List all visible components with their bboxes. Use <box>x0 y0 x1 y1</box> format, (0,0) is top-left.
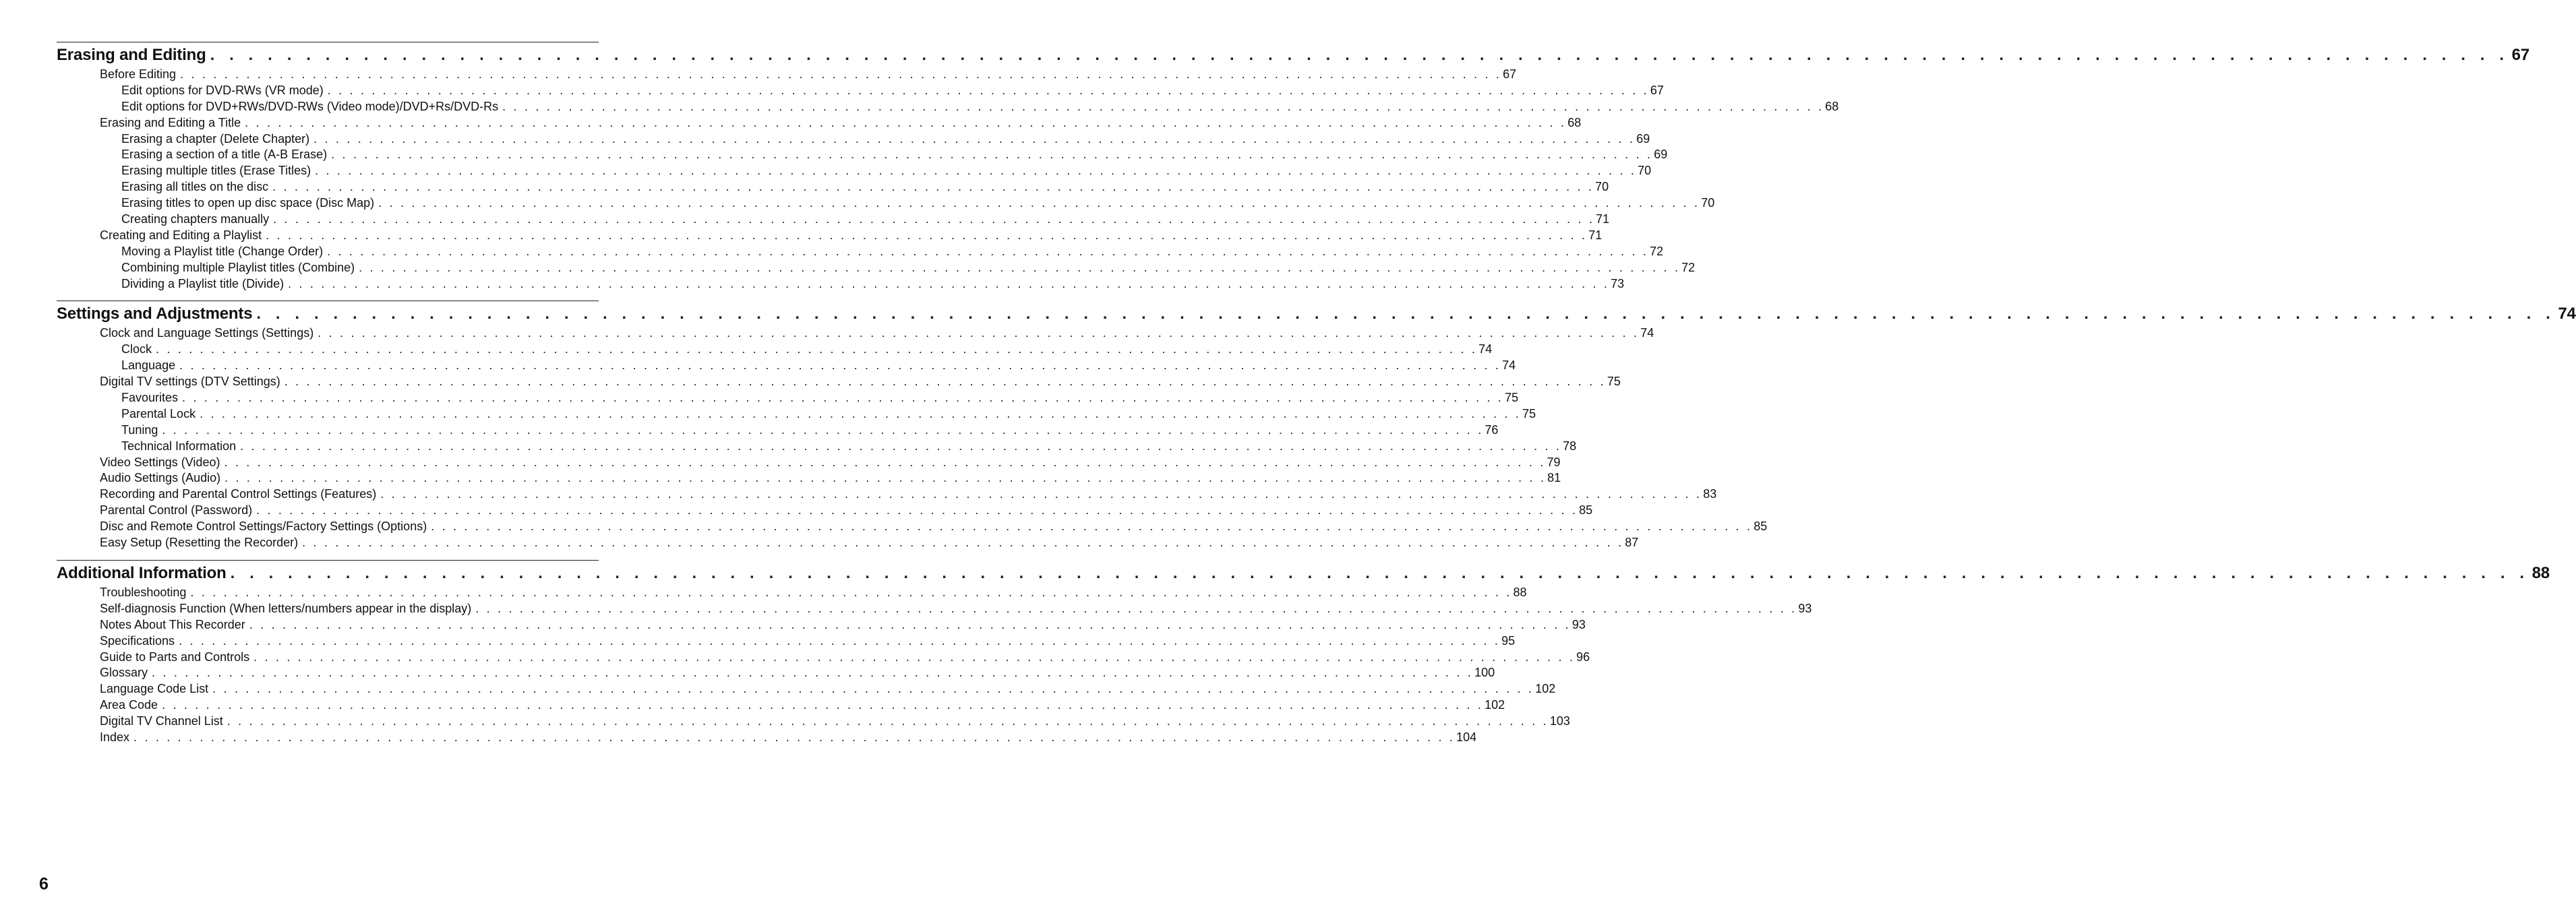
entry-page-number: 70 <box>1638 164 1652 178</box>
dot-leader: . . . . . . . . . . . . . . . . . . . . . . . . . . . . . . . . . . . . . . . . . . . . . . . . . . . . . . . . . . . . . . . . . . . . . . . . . . . . . . . . . . . . . . . . . . . . . . . . . . . . . . . . . . . . . . . . . . . . . . . . <box>230 563 2529 582</box>
section-page-number: 88 <box>2532 563 2550 582</box>
toc-entry[interactable] <box>57 503 1593 519</box>
entry-page-number: 74 <box>1478 342 1493 356</box>
toc-entry[interactable] <box>57 163 1652 179</box>
toc-entry[interactable] <box>57 730 1477 746</box>
entry-page-number: 95 <box>1501 633 1516 648</box>
entry-title: Creating chapters manually <box>121 212 270 226</box>
dot-leader: . . . . . . . . . . . . . . . . . . . . . . . . . . . . . . . . . . . . . . . . . . . . . . . . . . . . . . . . . . . . . . . . . . . . . . . . . . . . . . . . . . . . . . . . . . . . . . . . . . . . . . . . . . . . . . . . . . . . . . . . <box>156 342 1478 356</box>
toc-entry[interactable] <box>57 439 1577 455</box>
entry-page-number: 76 <box>1485 422 1499 437</box>
entry-title: Troubleshooting <box>100 585 187 599</box>
entry-page-number: 69 <box>1654 148 1668 162</box>
section-page-number: 74 <box>2558 305 2576 323</box>
dot-leader: . . . . . . . . . . . . . . . . . . . . . . . . . . . . . . . . . . . . . . . . . . . . . . . . . . . . . . . . . . . . . . . . . . . . . . . . . . . . . . . . . . . . . . . . . . . . . . . . . . . . . . . . . . . . . . . . . . . . . . . . <box>256 503 1578 517</box>
entry-page-number: 102 <box>1535 682 1556 696</box>
entry-page-number: 68 <box>1825 99 1839 113</box>
entry-title: Combining multiple Playlist titles (Combine) <box>121 260 355 274</box>
entry-title: Language <box>121 358 176 373</box>
toc-entry[interactable] <box>57 455 1561 471</box>
toc-entry[interactable] <box>57 67 1517 83</box>
entry-title: Recording and Parental Control Settings (Features) <box>100 487 377 501</box>
entry-page-number: 69 <box>1636 131 1650 146</box>
entry-page-number: 87 <box>1625 536 1639 550</box>
entry-title: Erasing and Editing a Title <box>100 115 241 129</box>
toc-entry[interactable] <box>57 681 1556 697</box>
entry-page-number: 104 <box>1456 730 1477 744</box>
toc-entry[interactable] <box>57 244 1664 260</box>
dot-leader: . . . . . . . . . . . . . . . . . . . . . . . . . . . . . . . . . . . . . . . . . . . . . . . . . . . . . . . . . . . . . . . . . . . . . . . . . . . . . . . . . . . . . . . . . . . . . . . . . . . . . . . . . . . . . . . . . . . . . . . . <box>210 46 2509 64</box>
toc-entry[interactable] <box>57 115 1582 131</box>
entry-title: Before Editing <box>100 67 177 81</box>
dot-leader: . . . . . . . . . . . . . . . . . . . . . . . . . . . . . . . . . . . . . . . . . . . . . . . . . . . . . . . . . . . . . . . . . . . . . . . . . . . . . . . . . . . . . . . . . . . . . . . . . . . . . . . . . . . . . . . . . . . . . . . . <box>331 148 1653 162</box>
dot-leader: . . . . . . . . . . . . . . . . . . . . . . . . . . . . . . . . . . . . . . . . . . . . . . . . . . . . . . . . . . . . . . . . . . . . . . . . . . . . . . . . . . . . . . . . . . . . . . . . . . . . . . . . . . . . . . . . . . . . . . . . <box>133 730 1456 744</box>
entry-page-number: 71 <box>1596 212 1610 226</box>
toc-entry[interactable] <box>57 650 1590 666</box>
toc-entry[interactable] <box>57 697 1505 714</box>
entry-page-number: 67 <box>1650 83 1664 97</box>
entry-title: Guide to Parts and Controls <box>100 650 250 664</box>
dot-leader: . . . . . . . . . . . . . . . . . . . . . . . . . . . . . . . . . . . . . . . . . . . . . . . . . . . . . . . . . . . . . . . . . . . . . . . . . . . . . . . . . . . . . . . . . . . . . . . . . . . . . . . . . . . . . . . . . . . . . . . . <box>224 455 1546 469</box>
toc-entry[interactable] <box>57 633 1516 650</box>
dot-leader: . . . . . . . . . . . . . . . . . . . . . . . . . . . . . . . . . . . . . . . . . . . . . . . . . . . . . . . . . . . . . . . . . . . . . . . . . . . . . . . . . . . . . . . . . . . . . . . . . . . . . . . . . . . . . . . . . . . . . . . . <box>249 617 1571 631</box>
entry-title: Erasing all titles on the disc <box>121 180 269 194</box>
entry-page-number: 93 <box>1798 601 1812 615</box>
toc-entry[interactable] <box>57 83 1664 99</box>
entry-title: Digital TV Channel List <box>100 714 223 728</box>
entry-title: Video Settings (Video) <box>100 455 220 469</box>
entry-title: Audio Settings (Audio) <box>100 471 221 485</box>
dot-leader: . . . . . . . . . . . . . . . . . . . . . . . . . . . . . . . . . . . . . . . . . . . . . . . . . . . . . . . . . . . . . . . . . . . . . . . . . . . . . . . . . . . . . . . . . . . . . . . . . . . . . . . . . . . . . . . . . . . . . . . . <box>179 633 1501 648</box>
toc-section <box>57 42 2529 292</box>
entry-title: Erasing multiple titles (Erase Titles) <box>121 164 311 178</box>
toc-entry[interactable] <box>57 212 1610 228</box>
entry-page-number: 68 <box>1567 115 1582 129</box>
dot-leader: . . . . . . . . . . . . . . . . . . . . . . . . . . . . . . . . . . . . . . . . . . . . . . . . . . . . . . . . . . . . . . . . . . . . . . . . . . . . . . . . . . . . . . . . . . . . . . . . . . . . . . . . . . . . . . . . . . . . . . . . <box>327 83 1649 97</box>
section-title: Erasing and Editing <box>57 46 206 64</box>
dot-leader: . . . . . . . . . . . . . . . . . . . . . . . . . . . . . . . . . . . . . . . . . . . . . . . . . . . . . . . . . . . . . . . . . . . . . . . . . . . . . . . . . . . . . . . . . . . . . . . . . . . . . . . . . . . . . . . . . . . . . . . . <box>431 520 1753 534</box>
entry-page-number: 70 <box>1701 196 1715 210</box>
toc-entry[interactable] <box>57 325 1654 342</box>
entry-page-number: 85 <box>1579 503 1593 517</box>
dot-leader: . . . . . . . . . . . . . . . . . . . . . . . . . . . . . . . . . . . . . . . . . . . . . . . . . . . . . . . . . . . . . . . . . . . . . . . . . . . . . . . . . . . . . . . . . . . . . . . . . . . . . . . . . . . . . . . . . . . . . . . . <box>272 180 1594 194</box>
entry-title: Edit options for DVD+RWs/DVD-RWs (Video mode)/DVD+Rs/DVD-Rs <box>121 99 499 113</box>
toc-section <box>57 560 2550 746</box>
dot-leader: . . . . . . . . . . . . . . . . . . . . . . . . . . . . . . . . . . . . . . . . . . . . . . . . . . . . . . . . . . . . . . . . . . . . . . . . . . . . . . . . . . . . . . . . . . . . . . . . . . . . . . . . . . . . . . . . . . . . . . . . <box>284 375 1606 389</box>
entry-title: Specifications <box>100 633 175 648</box>
toc-section <box>57 301 2576 551</box>
entry-title: Self-diagnosis Function (When letters/numbers appear in the display) <box>100 601 472 615</box>
entry-page-number: 88 <box>1513 585 1527 599</box>
entry-title: Creating and Editing a Playlist <box>100 228 262 242</box>
toc-entry[interactable] <box>57 665 1495 681</box>
toc-entry[interactable] <box>57 406 1536 422</box>
toc-entry[interactable] <box>57 260 1696 276</box>
entry-page-number: 75 <box>1607 375 1621 389</box>
dot-leader: . . . . . . . . . . . . . . . . . . . . . . . . . . . . . . . . . . . . . . . . . . . . . . . . . . . . . . . . . . . . . . . . . . . . . . . . . . . . . . . . . . . . . . . . . . . . . . . . . . . . . . . . . . . . . . . . . . . . . . . . <box>302 536 1624 550</box>
dot-leader: . . . . . . . . . . . . . . . . . . . . . . . . . . . . . . . . . . . . . . . . . . . . . . . . . . . . . . . . . . . . . . . . . . . . . . . . . . . . . . . . . . . . . . . . . . . . . . . . . . . . . . . . . . . . . . . . . . . . . . . . <box>240 439 1562 453</box>
toc-entry[interactable] <box>57 519 1768 535</box>
entry-title: Parental Lock <box>121 406 196 420</box>
dot-leader: . . . . . . . . . . . . . . . . . . . . . . . . . . . . . . . . . . . . . . . . . . . . . . . . . . . . . . . . . . . . . . . . . . . . . . . . . . . . . . . . . . . . . . . . . . . . . . . . . . . . . . . . . . . . . . . . . . . . . . . . <box>327 244 1649 258</box>
entry-page-number: 75 <box>1505 391 1519 405</box>
dot-leader: . . . . . . . . . . . . . . . . . . . . . . . . . . . . . . . . . . . . . . . . . . . . . . . . . . . . . . . . . . . . . . . . . . . . . . . . . . . . . . . . . . . . . . . . . . . . . . . . . . . . . . . . . . . . . . . . . . . . . . . . <box>475 601 1797 615</box>
toc-entry[interactable] <box>57 585 1527 601</box>
entry-page-number: 93 <box>1571 617 1586 631</box>
toc-entry[interactable] <box>57 422 1499 439</box>
dot-leader: . . . . . . . . . . . . . . . . . . . . . . . . . . . . . . . . . . . . . . . . . . . . . . . . . . . . . . . . . . . . . . . . . . . . . . . . . . . . . . . . . . . . . . . . . . . . . . . . . . . . . . . . . . . . . . . . . . . . . . . . <box>256 305 2556 323</box>
entry-page-number: 83 <box>1703 487 1717 501</box>
toc-entry[interactable] <box>57 99 1839 115</box>
entry-title: Disc and Remote Control Settings/Factory Settings (Options) <box>100 520 427 534</box>
toc-entry[interactable] <box>57 601 1812 617</box>
dot-leader: . . . . . . . . . . . . . . . . . . . . . . . . . . . . . . . . . . . . . . . . . . . . . . . . . . . . . . . . . . . . . . . . . . . . . . . . . . . . . . . . . . . . . . . . . . . . . . . . . . . . . . . . . . . . . . . . . . . . . . . . <box>162 422 1484 437</box>
entry-page-number: 71 <box>1588 228 1602 242</box>
toc-entry[interactable] <box>57 486 1717 503</box>
dot-leader: . . . . . . . . . . . . . . . . . . . . . . . . . . . . . . . . . . . . . . . . . . . . . . . . . . . . . . . . . . . . . . . . . . . . . . . . . . . . . . . . . . . . . . . . . . . . . . . . . . . . . . . . . . . . . . . . . . . . . . . . <box>315 164 1637 178</box>
toc-entry[interactable] <box>57 195 1715 212</box>
section-heading[interactable] <box>57 561 2550 585</box>
entry-title: Clock and Language Settings (Settings) <box>100 326 314 340</box>
page-number: 6 <box>39 875 49 893</box>
entry-title: Parental Control (Password) <box>100 503 253 517</box>
entry-title: Notes About This Recorder <box>100 617 245 631</box>
entry-title: Clock <box>121 342 152 356</box>
entry-page-number: 74 <box>1640 326 1654 340</box>
toc-entry[interactable] <box>57 147 1668 163</box>
entry-title: Moving a Playlist title (Change Order) <box>121 244 324 258</box>
dot-leader: . . . . . . . . . . . . . . . . . . . . . . . . . . . . . . . . . . . . . . . . . . . . . . . . . . . . . . . . . . . . . . . . . . . . . . . . . . . . . . . . . . . . . . . . . . . . . . . . . . . . . . . . . . . . . . . . . . . . . . . . <box>266 228 1588 242</box>
entry-page-number: 75 <box>1522 406 1536 420</box>
dot-leader: . . . . . . . . . . . . . . . . . . . . . . . . . . . . . . . . . . . . . . . . . . . . . . . . . . . . . . . . . . . . . . . . . . . . . . . . . . . . . . . . . . . . . . . . . . . . . . . . . . . . . . . . . . . . . . . . . . . . . . . . <box>245 115 1567 129</box>
toc-entry[interactable] <box>57 342 1493 358</box>
dot-leader: . . . . . . . . . . . . . . . . . . . . . . . . . . . . . . . . . . . . . . . . . . . . . . . . . . . . . . . . . . . . . . . . . . . . . . . . . . . . . . . . . . . . . . . . . . . . . . . . . . . . . . . . . . . . . . . . . . . . . . . . <box>180 67 1502 81</box>
entry-title: Erasing a chapter (Delete Chapter) <box>121 131 310 146</box>
entry-page-number: 85 <box>1754 520 1768 534</box>
dot-leader: . . . . . . . . . . . . . . . . . . . . . . . . . . . . . . . . . . . . . . . . . . . . . . . . . . . . . . . . . . . . . . . . . . . . . . . . . . . . . . . . . . . . . . . . . . . . . . . . . . . . . . . . . . . . . . . . . . . . . . . . <box>253 650 1576 664</box>
entry-page-number: 72 <box>1650 244 1664 258</box>
entry-page-number: 79 <box>1547 455 1561 469</box>
entry-title: Tuning <box>121 422 158 437</box>
entry-page-number: 102 <box>1485 698 1505 712</box>
entry-page-number: 67 <box>1503 67 1517 81</box>
entry-title: Area Code <box>100 698 158 712</box>
entry-title: Index <box>100 730 130 744</box>
entry-page-number: 78 <box>1563 439 1577 453</box>
dot-leader: . . . . . . . . . . . . . . . . . . . . . . . . . . . . . . . . . . . . . . . . . . . . . . . . . . . . . . . . . . . . . . . . . . . . . . . . . . . . . . . . . . . . . . . . . . . . . . . . . . . . . . . . . . . . . . . . . . . . . . . . <box>378 196 1700 210</box>
toc-entry[interactable] <box>57 358 1516 374</box>
table-of-contents <box>57 42 2576 755</box>
entry-title: Glossary <box>100 666 148 680</box>
dot-leader: . . . . . . . . . . . . . . . . . . . . . . . . . . . . . . . . . . . . . . . . . . . . . . . . . . . . . . . . . . . . . . . . . . . . . . . . . . . . . . . . . . . . . . . . . . . . . . . . . . . . . . . . . . . . . . . . . . . . . . . . <box>212 682 1534 696</box>
dot-leader: . . . . . . . . . . . . . . . . . . . . . . . . . . . . . . . . . . . . . . . . . . . . . . . . . . . . . . . . . . . . . . . . . . . . . . . . . . . . . . . . . . . . . . . . . . . . . . . . . . . . . . . . . . . . . . . . . . . . . . . . <box>380 487 1702 501</box>
dot-leader: . . . . . . . . . . . . . . . . . . . . . . . . . . . . . . . . . . . . . . . . . . . . . . . . . . . . . . . . . . . . . . . . . . . . . . . . . . . . . . . . . . . . . . . . . . . . . . . . . . . . . . . . . . . . . . . . . . . . . . . . <box>200 406 1522 420</box>
entry-title: Erasing titles to open up disc space (Disc Map) <box>121 196 375 210</box>
entry-title: Erasing a section of a title (A-B Erase) <box>121 148 328 162</box>
dot-leader: . . . . . . . . . . . . . . . . . . . . . . . . . . . . . . . . . . . . . . . . . . . . . . . . . . . . . . . . . . . . . . . . . . . . . . . . . . . . . . . . . . . . . . . . . . . . . . . . . . . . . . . . . . . . . . . . . . . . . . . . <box>313 131 1636 146</box>
section-heading[interactable] <box>57 42 2529 67</box>
dot-leader: . . . . . . . . . . . . . . . . . . . . . . . . . . . . . . . . . . . . . . . . . . . . . . . . . . . . . . . . . . . . . . . . . . . . . . . . . . . . . . . . . . . . . . . . . . . . . . . . . . . . . . . . . . . . . . . . . . . . . . . . <box>227 714 1549 728</box>
toc-entry[interactable] <box>57 535 1639 551</box>
entry-page-number: 100 <box>1474 666 1495 680</box>
dot-leader: . . . . . . . . . . . . . . . . . . . . . . . . . . . . . . . . . . . . . . . . . . . . . . . . . . . . . . . . . . . . . . . . . . . . . . . . . . . . . . . . . . . . . . . . . . . . . . . . . . . . . . . . . . . . . . . . . . . . . . . . <box>224 471 1547 485</box>
entry-page-number: 81 <box>1547 471 1561 485</box>
dot-leader: . . . . . . . . . . . . . . . . . . . . . . . . . . . . . . . . . . . . . . . . . . . . . . . . . . . . . . . . . . . . . . . . . . . . . . . . . . . . . . . . . . . . . . . . . . . . . . . . . . . . . . . . . . . . . . . . . . . . . . . . <box>182 391 1504 405</box>
entry-title: Edit options for DVD-RWs (VR mode) <box>121 83 324 97</box>
entry-title: Favourites <box>121 391 179 405</box>
section-page-number: 67 <box>2511 46 2529 64</box>
entry-title: Language Code List <box>100 682 209 696</box>
entry-page-number: 103 <box>1549 714 1570 728</box>
toc-entry[interactable] <box>57 131 1650 148</box>
toc-entry[interactable] <box>57 179 1609 195</box>
entry-title: Digital TV settings (DTV Settings) <box>100 375 280 389</box>
entry-page-number: 70 <box>1595 180 1609 194</box>
entry-page-number: 74 <box>1502 358 1516 373</box>
entry-title: Technical Information <box>121 439 237 453</box>
dot-leader: . . . . . . . . . . . . . . . . . . . . . . . . . . . . . . . . . . . . . . . . . . . . . . . . . . . . . . . . . . . . . . . . . . . . . . . . . . . . . . . . . . . . . . . . . . . . . . . . . . . . . . . . . . . . . . . . . . . . . . . . <box>359 260 1681 274</box>
toc-entry[interactable] <box>57 617 1586 633</box>
dot-leader: . . . . . . . . . . . . . . . . . . . . . . . . . . . . . . . . . . . . . . . . . . . . . . . . . . . . . . . . . . . . . . . . . . . . . . . . . . . . . . . . . . . . . . . . . . . . . . . . . . . . . . . . . . . . . . . . . . . . . . . . <box>190 585 1512 599</box>
dot-leader: . . . . . . . . . . . . . . . . . . . . . . . . . . . . . . . . . . . . . . . . . . . . . . . . . . . . . . . . . . . . . . . . . . . . . . . . . . . . . . . . . . . . . . . . . . . . . . . . . . . . . . . . . . . . . . . . . . . . . . . . <box>318 326 1640 340</box>
toc-entry[interactable] <box>57 470 1561 486</box>
entry-page-number: 73 <box>1611 276 1625 290</box>
entry-page-number: 96 <box>1576 650 1590 664</box>
toc-entry[interactable] <box>57 228 1602 244</box>
section-heading[interactable] <box>57 301 2576 325</box>
dot-leader: . . . . . . . . . . . . . . . . . . . . . . . . . . . . . . . . . . . . . . . . . . . . . . . . . . . . . . . . . . . . . . . . . . . . . . . . . . . . . . . . . . . . . . . . . . . . . . . . . . . . . . . . . . . . . . . . . . . . . . . . <box>152 666 1474 680</box>
toc-entry[interactable] <box>57 374 1621 390</box>
section-title: Additional Information <box>57 563 227 582</box>
entry-title: Easy Setup (Resetting the Recorder) <box>100 536 299 550</box>
dot-leader: . . . . . . . . . . . . . . . . . . . . . . . . . . . . . . . . . . . . . . . . . . . . . . . . . . . . . . . . . . . . . . . . . . . . . . . . . . . . . . . . . . . . . . . . . . . . . . . . . . . . . . . . . . . . . . . . . . . . . . . . <box>502 99 1824 113</box>
toc-entry[interactable] <box>57 714 1570 730</box>
section-title: Settings and Adjustments <box>57 305 253 323</box>
dot-leader: . . . . . . . . . . . . . . . . . . . . . . . . . . . . . . . . . . . . . . . . . . . . . . . . . . . . . . . . . . . . . . . . . . . . . . . . . . . . . . . . . . . . . . . . . . . . . . . . . . . . . . . . . . . . . . . . . . . . . . . . <box>162 698 1484 712</box>
dot-leader: . . . . . . . . . . . . . . . . . . . . . . . . . . . . . . . . . . . . . . . . . . . . . . . . . . . . . . . . . . . . . . . . . . . . . . . . . . . . . . . . . . . . . . . . . . . . . . . . . . . . . . . . . . . . . . . . . . . . . . . . <box>273 212 1595 226</box>
dot-leader: . . . . . . . . . . . . . . . . . . . . . . . . . . . . . . . . . . . . . . . . . . . . . . . . . . . . . . . . . . . . . . . . . . . . . . . . . . . . . . . . . . . . . . . . . . . . . . . . . . . . . . . . . . . . . . . . . . . . . . . . <box>288 276 1610 290</box>
dot-leader: . . . . . . . . . . . . . . . . . . . . . . . . . . . . . . . . . . . . . . . . . . . . . . . . . . . . . . . . . . . . . . . . . . . . . . . . . . . . . . . . . . . . . . . . . . . . . . . . . . . . . . . . . . . . . . . . . . . . . . . . <box>179 358 1501 373</box>
entry-page-number: 72 <box>1681 260 1696 274</box>
toc-entry[interactable] <box>57 390 1519 406</box>
toc-entry[interactable] <box>57 276 1625 292</box>
entry-title: Dividing a Playlist title (Divide) <box>121 276 284 290</box>
